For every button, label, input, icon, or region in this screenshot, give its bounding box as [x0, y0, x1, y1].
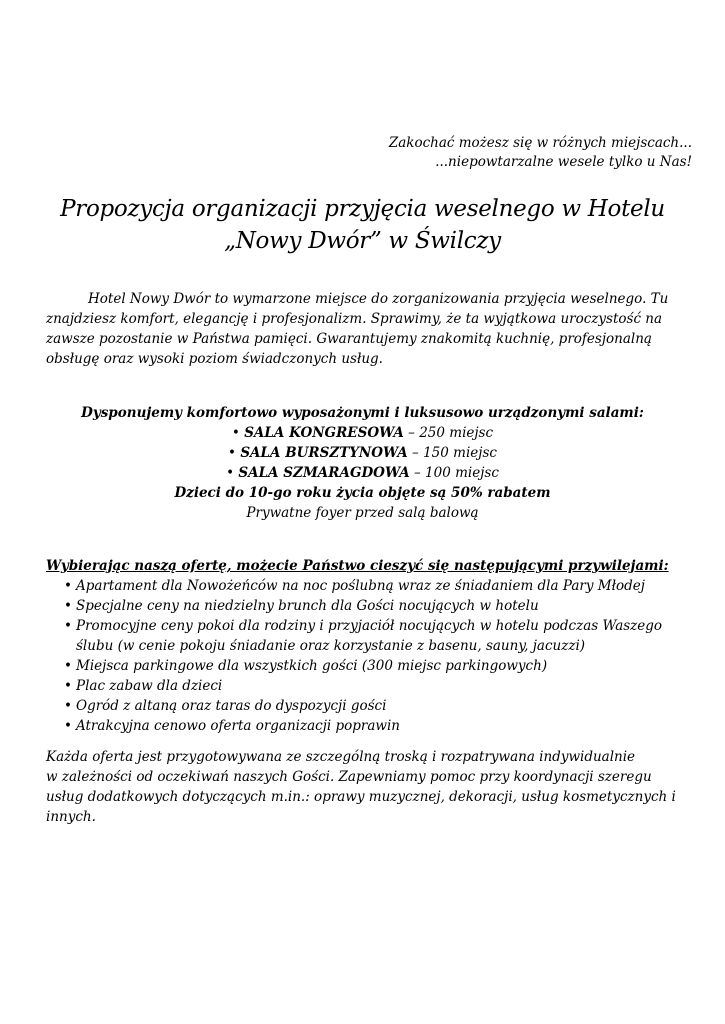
title-line-1: Propozycja organizacji przyjęcia weselnego w Hotelu — [60, 196, 665, 222]
hall-name: SALA SZMARAGDOWA — [238, 465, 410, 481]
halls-list — [0, 423, 725, 483]
privilege-item: • Miejsca parkingowe dla wszystkich gości (300 miejsc parkingowych) — [64, 656, 686, 676]
motto — [389, 134, 692, 172]
document-title — [0, 193, 725, 257]
children-discount: Dzieci do 10-go roku życia objęte są 50% rabatem — [174, 485, 551, 501]
privilege-item: • Apartament dla Nowożeńców na noc poślubną wraz ze śniadaniem dla Pary Młodej — [64, 576, 686, 596]
foyer-note: Prywatne foyer przed salą balową — [246, 505, 479, 521]
closing-line-2: w zależności od oczekiwań naszych Gości. Zapewniamy pomoc przy koordynacji szeregu usług dodatkowych dotyczących m.in.: oprawy muzycznej, dekoracji, usług kosmetycznych i innych. — [46, 769, 676, 825]
halls-section — [0, 403, 725, 523]
motto-line-1: Zakochać możesz się w różnych miejscach... — [388, 135, 692, 151]
privilege-item: • Plac zabaw dla dzieci — [64, 676, 686, 696]
privileges-heading: Wybierając naszą ofertę, możecie Państwo cieszyć się następującymi przywilejami: — [46, 558, 669, 574]
title-line-2: „Nowy Dwór” w Świlczy — [224, 228, 501, 254]
hall-name: SALA KONGRESOWA — [244, 425, 404, 441]
hall-item — [0, 423, 725, 443]
hall-item — [0, 463, 725, 483]
privileges-list — [46, 576, 686, 736]
closing-paragraph — [46, 747, 686, 827]
hall-name: SALA BURSZTYNOWA — [240, 445, 408, 461]
privilege-item: • Ogród z altaną oraz taras do dyspozycji gości — [64, 696, 686, 716]
motto-line-2: ...niepowtarzalne wesele tylko u Nas! — [435, 154, 692, 170]
halls-heading: Dysponujemy komfortowo wyposażonymi i luksusowo urządzonymi salami: — [81, 405, 644, 421]
privilege-item: • Atrakcyjna cenowo oferta organizacji poprawin — [64, 716, 686, 736]
hall-capacity: – 100 miejsc — [409, 465, 499, 481]
hall-capacity: – 250 miejsc — [403, 425, 494, 441]
privilege-item: • Promocyjne ceny pokoi dla rodziny i przyjaciół nocujących w hotelu podczas Waszego ślubu (w cenie pokoju śniadanie oraz korzystanie z basenu, sauny, jacuzzi) — [64, 616, 686, 656]
hall-capacity: – 150 miejsc — [407, 445, 497, 461]
closing-line-1: Każda oferta jest przygotowywana ze szczególną troską i rozpatrywana indywidualnie — [46, 749, 636, 765]
privilege-item: • Specjalne ceny na niedzielny brunch dla Gości nocujących w hotelu — [64, 596, 686, 616]
privileges-section — [46, 556, 686, 736]
hall-item — [0, 443, 725, 463]
intro-paragraph: Hotel Nowy Dwór to wymarzone miejsce do zorganizowania przyjęcia weselnego. Tu znajdziesz komfort, elegancję i profesjonalizm. Sprawimy, że ta wyjątkowa uroczystość na zawsze pozostanie w Państwa pamięci. Gwarantujemy znakomitą kuchnię, profesjonalną obsługę oraz wysoki poziom świadczonych usług. — [46, 291, 669, 367]
